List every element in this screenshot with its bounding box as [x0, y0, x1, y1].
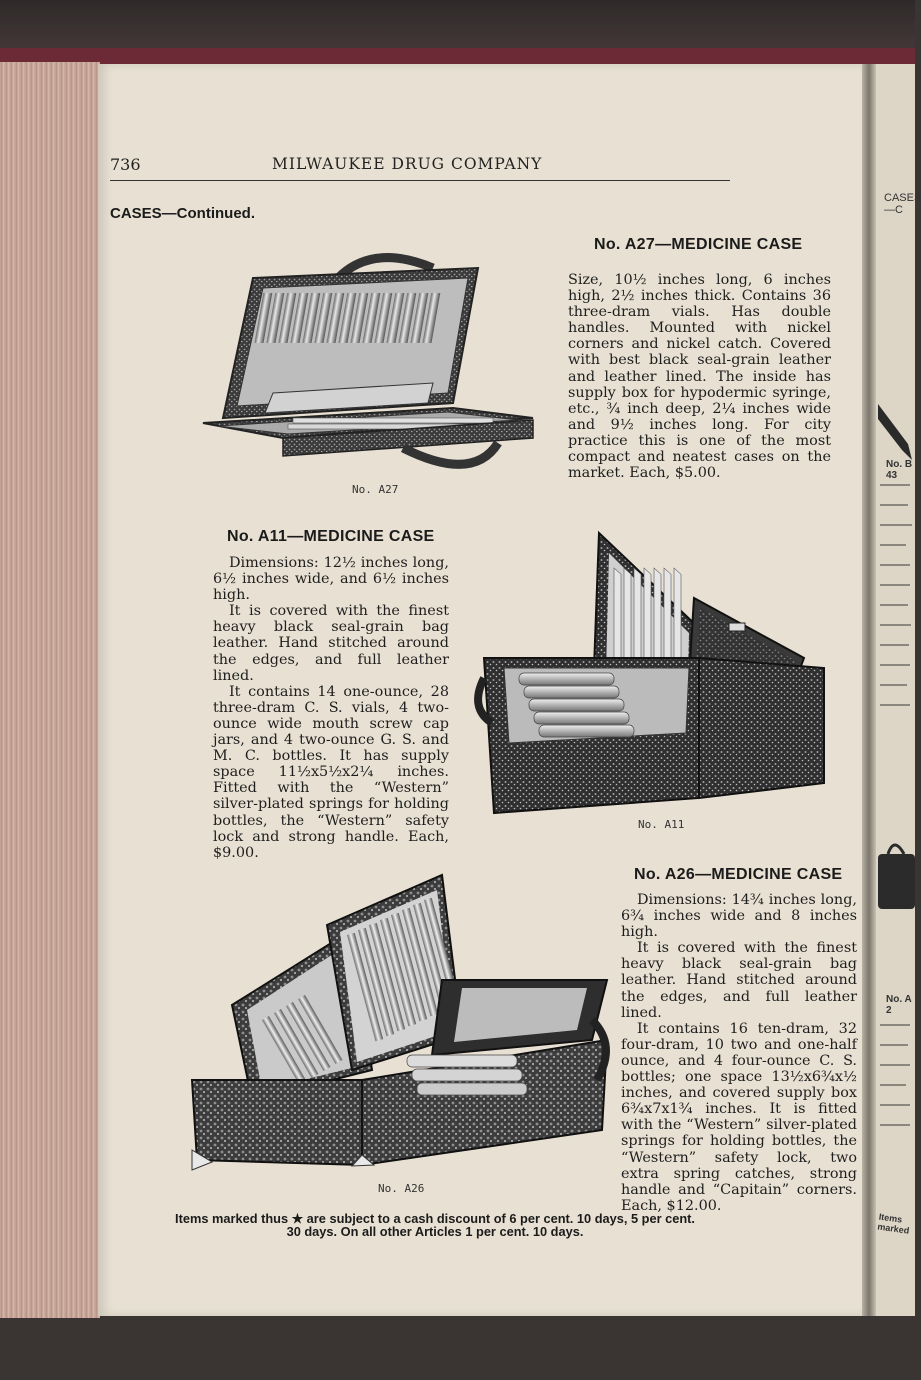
case-a26-illustration	[192, 870, 612, 1175]
facing-page-label-2: No. A 2	[886, 994, 912, 1016]
case-a26-dimensions: Dimensions: 14¾ inches long, 6¾ inches wide and 8 inches high.	[621, 892, 857, 941]
case-a27-title: No. A27—MEDICINE CASE	[594, 236, 803, 253]
a26-vials-base	[407, 1055, 527, 1095]
running-title: MILWAUKEE DRUG COMPANY	[272, 155, 543, 173]
facing-page-heading: CASES—C	[884, 192, 921, 216]
book-page-edges	[0, 62, 100, 1322]
case-a27-description: Size, 10½ inches long, 6 inches high, 2½ inches thick. Contains 36 three-dram vials. Has double handles. Mounted with nickel corners and nickel catch. Covered with best black seal-grain leather and leather lined. The inside has supply box for hypodermic syringe, etc., ¾ inch deep, 2¼ inches wide and 9½ inches long. For city practice this is one of the most compact and neatest cases on the market. Each, $5.00.	[568, 272, 831, 482]
case-a27-caption: No. A27	[352, 483, 399, 496]
discount-footer	[110, 1212, 760, 1238]
page-gutter	[862, 64, 876, 1316]
page-number: 736	[110, 155, 141, 174]
footer-line-2: 30 days. On all other Articles 1 per cent. 10 days.	[286, 1224, 584, 1239]
facing-page-label-3: Items marked	[876, 1211, 910, 1236]
facing-page-illustration-2	[874, 834, 915, 914]
facing-page-label-1: No. B 43	[886, 459, 913, 481]
case-a27-illustration	[203, 238, 543, 478]
case-a11-caption: No. A11	[638, 818, 685, 831]
case-a11-contents: It contains 14 one-ounce, 28 three-dram C. S. vials, 4 two-ounce wide mouth screw cap jars, and 4 two-ounce G. S. and M. C. bottles. It has supply space 11½x5½x2¼ inches. Fitted with the “Western” silver-plated springs for holding bottles, the “Western” safety lock and strong handle. Each, $9.00.	[213, 683, 449, 861]
case-a26-description	[621, 892, 857, 1214]
page-header	[110, 92, 730, 181]
case-a26-covering: It is covered with the finest heavy black seal-grain bag leather. Hand stitched around the edges, and full leather lined.	[621, 940, 857, 1021]
case-a11-covering: It is covered with the finest heavy black seal-grain bag leather. Hand stitched around the edges, and full leather lined.	[213, 603, 449, 684]
case-a26-caption: No. A26	[378, 1182, 425, 1195]
book-bottom-shadow	[0, 1318, 915, 1380]
case-a26-contents: It contains 16 ten-dram, 32 four-dram, 10 two and one-half ounce, and 4 four-ounce C. S. bottles; one space 13½x6¾x½ inches, and covered supply box 6¾x7x1¾ inches. It is fitted with the “Western” silver-plated springs for holding bottles, the “Western” safety lock, two extra spring catches, strong handle and “Capitain” corners. Each, $12.00.	[621, 1020, 857, 1214]
case-a11-title: No. A11—MEDICINE CASE	[227, 528, 435, 545]
case-a11-illustration	[474, 528, 859, 818]
case-a11-dimensions: Dimensions: 12½ inches long, 6½ inches wide, and 6½ inches high.	[213, 555, 449, 604]
footer-line-1: Items marked thus ★ are subject to a cash discount of 6 per cent. 10 days, 5 per cent.	[175, 1211, 695, 1226]
facing-page-illustration-1	[878, 394, 915, 464]
section-heading: CASES—Continued.	[110, 205, 255, 222]
case-a26-title: No. A26—MEDICINE CASE	[634, 866, 843, 883]
case-a11-description	[213, 555, 449, 861]
